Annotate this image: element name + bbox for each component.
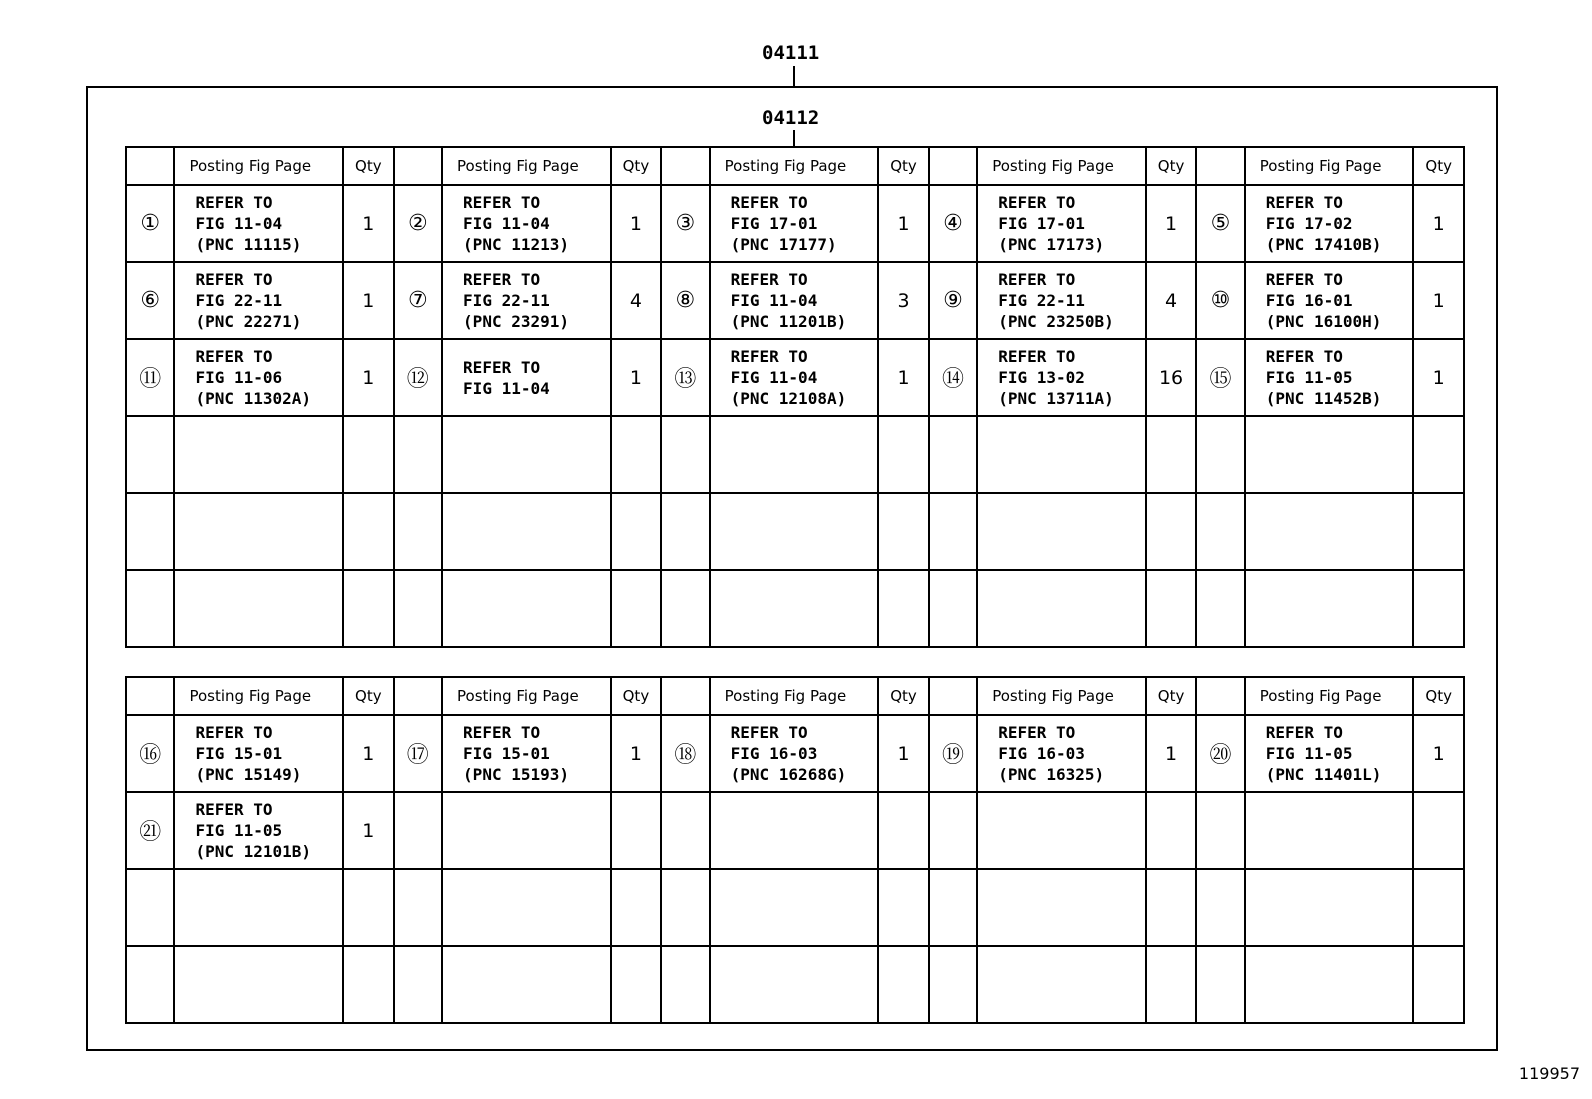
- reference-line: FIG 22-11: [998, 291, 1085, 310]
- item-reference: [1245, 339, 1414, 416]
- reference-line: (PNC 23291): [463, 312, 570, 331]
- item-reference: [710, 869, 879, 946]
- item-qty: [1146, 416, 1196, 493]
- header-posting-fig-page: Posting Fig Page: [1245, 147, 1414, 185]
- reference-line: FIG 11-05: [195, 821, 283, 840]
- item-number: [929, 869, 977, 946]
- item-qty: [878, 869, 928, 946]
- item-number: [1196, 869, 1244, 946]
- item-number: [126, 869, 174, 946]
- reference-line: REFER TO: [730, 270, 808, 289]
- item-number: ⑫: [394, 339, 442, 416]
- item-reference: [442, 185, 611, 262]
- item-qty: [1413, 493, 1464, 570]
- item-number: [1196, 416, 1244, 493]
- item-qty: [1413, 869, 1464, 946]
- item-qty: [878, 416, 928, 493]
- reference-line: (PNC 17173): [998, 235, 1105, 254]
- reference-line: REFER TO: [1265, 347, 1343, 366]
- item-reference: [174, 185, 343, 262]
- item-number: [126, 493, 174, 570]
- reference-line: (PNC 23250B): [998, 312, 1114, 331]
- item-reference: [710, 715, 879, 792]
- item-number: [929, 792, 977, 869]
- reference-line: (PNC 11201B): [730, 312, 847, 331]
- reference-line: (PNC 16268G): [730, 765, 847, 784]
- item-reference: [1245, 185, 1414, 262]
- item-number: [929, 493, 977, 570]
- reference-line: FIG 11-04: [730, 368, 818, 387]
- item-qty: [1146, 570, 1196, 647]
- reference-line: REFER TO: [998, 193, 1076, 212]
- item-number: [394, 946, 442, 1023]
- item-number: ⑬: [661, 339, 709, 416]
- item-qty: 1: [343, 339, 393, 416]
- reference-line: (PNC 11213): [463, 235, 570, 254]
- header-num-cell: [394, 147, 442, 185]
- item-number: ⑤: [1196, 185, 1244, 262]
- header-qty: Qty: [1146, 677, 1196, 715]
- reference-line: REFER TO: [1265, 193, 1343, 212]
- item-qty: [1413, 416, 1464, 493]
- item-reference: [1245, 493, 1414, 570]
- table-row: [126, 715, 1464, 792]
- header-num-cell: [126, 147, 174, 185]
- table-row: [126, 339, 1464, 416]
- item-number: [394, 792, 442, 869]
- outer-callout-leader: [793, 66, 795, 86]
- header-row: [126, 677, 1464, 715]
- item-number: ④: [929, 185, 977, 262]
- item-reference: [442, 715, 611, 792]
- item-reference: [442, 869, 611, 946]
- item-qty: [1146, 946, 1196, 1023]
- reference-line: FIG 16-01: [1265, 291, 1353, 310]
- reference-line: REFER TO: [463, 357, 541, 377]
- reference-line: REFER TO: [195, 270, 273, 289]
- header-posting-fig-page: Posting Fig Page: [977, 677, 1146, 715]
- reference-line: REFER TO: [195, 800, 273, 819]
- item-qty: 1: [1146, 185, 1196, 262]
- item-number: ⑪: [126, 339, 174, 416]
- header-num-cell: [394, 677, 442, 715]
- header-qty: Qty: [1146, 147, 1196, 185]
- item-qty: 16: [1146, 339, 1196, 416]
- reference-line: FIG 13-02: [998, 368, 1085, 387]
- item-number: ⑳: [1196, 715, 1244, 792]
- item-reference: [977, 493, 1146, 570]
- reference-line: REFER TO: [998, 723, 1076, 742]
- item-number: ⑦: [394, 262, 442, 339]
- table-row: [126, 493, 1464, 570]
- item-qty: [343, 416, 393, 493]
- item-reference: [442, 946, 611, 1023]
- header-num-cell: [661, 147, 709, 185]
- item-qty: 4: [611, 262, 661, 339]
- item-qty: [611, 869, 661, 946]
- reference-line: (PNC 16325): [998, 765, 1105, 784]
- item-number: [929, 416, 977, 493]
- reference-line: (PNC 12108A): [730, 389, 847, 408]
- reference-line: REFER TO: [1265, 270, 1343, 289]
- reference-line: REFER TO: [195, 723, 273, 742]
- item-reference: [710, 416, 879, 493]
- reference-line: FIG 11-04: [195, 214, 283, 233]
- reference-line: (PNC 11401L): [1265, 765, 1382, 784]
- reference-line: (PNC 15149): [195, 765, 302, 784]
- item-qty: 1: [343, 715, 393, 792]
- item-number: [394, 570, 442, 647]
- reference-line: FIG 22-11: [463, 291, 550, 310]
- header-posting-fig-page: Posting Fig Page: [710, 677, 879, 715]
- item-qty: 4: [1146, 262, 1196, 339]
- illustration-id: 119957: [1518, 1064, 1580, 1083]
- item-number: ⑰: [394, 715, 442, 792]
- reference-line: FIG 11-06: [195, 368, 283, 387]
- reference-line: FIG 11-04: [463, 214, 550, 233]
- reference-line: FIG 11-04: [463, 378, 550, 398]
- item-reference: [1245, 416, 1414, 493]
- item-reference: [710, 185, 879, 262]
- item-qty: [343, 869, 393, 946]
- header-posting-fig-page: Posting Fig Page: [174, 677, 343, 715]
- item-qty: [1146, 792, 1196, 869]
- item-qty: 1: [611, 339, 661, 416]
- item-qty: [611, 416, 661, 493]
- item-reference: [174, 792, 343, 869]
- reference-line: FIG 11-05: [1265, 368, 1353, 387]
- item-reference: [442, 262, 611, 339]
- item-qty: 1: [343, 185, 393, 262]
- item-number: [1196, 946, 1244, 1023]
- item-reference: [442, 792, 611, 869]
- item-reference: [1245, 869, 1414, 946]
- reference-line: REFER TO: [195, 347, 273, 366]
- header-posting-fig-page: Posting Fig Page: [442, 147, 611, 185]
- reference-line: FIG 17-01: [730, 214, 818, 233]
- header-num-cell: [1196, 677, 1244, 715]
- item-qty: [878, 570, 928, 647]
- item-number: [661, 570, 709, 647]
- header-qty: Qty: [611, 147, 661, 185]
- reference-line: (PNC 11452B): [1265, 389, 1382, 408]
- item-qty: 1: [878, 185, 928, 262]
- item-qty: [611, 493, 661, 570]
- reference-line: (PNC 11115): [195, 235, 302, 254]
- header-posting-fig-page: Posting Fig Page: [442, 677, 611, 715]
- item-qty: [343, 946, 393, 1023]
- item-number: ㉑: [126, 792, 174, 869]
- reference-line: (PNC 11302A): [195, 389, 312, 408]
- item-number: [126, 570, 174, 647]
- reference-line: REFER TO: [463, 193, 541, 212]
- header-num-cell: [929, 677, 977, 715]
- item-number: [394, 416, 442, 493]
- header-qty: Qty: [343, 147, 393, 185]
- reference-line: (PNC 22271): [195, 312, 302, 331]
- item-qty: [343, 493, 393, 570]
- reference-line: REFER TO: [998, 270, 1076, 289]
- item-number: ⑨: [929, 262, 977, 339]
- item-number: [394, 869, 442, 946]
- item-number: ⑩: [1196, 262, 1244, 339]
- item-reference: [710, 946, 879, 1023]
- item-qty: [611, 570, 661, 647]
- outer-callout-label: 04111: [762, 42, 820, 64]
- item-qty: 3: [878, 262, 928, 339]
- posting-table-2: [125, 676, 1465, 1024]
- reference-line: FIG 16-03: [730, 744, 818, 763]
- item-reference: [442, 570, 611, 647]
- header-posting-fig-page: Posting Fig Page: [977, 147, 1146, 185]
- item-qty: [1413, 946, 1464, 1023]
- item-number: [929, 570, 977, 647]
- item-reference: [710, 493, 879, 570]
- item-qty: 1: [878, 339, 928, 416]
- item-reference: [1245, 715, 1414, 792]
- item-reference: [1245, 946, 1414, 1023]
- reference-line: REFER TO: [1265, 723, 1343, 742]
- item-qty: [878, 493, 928, 570]
- item-qty: 1: [1146, 715, 1196, 792]
- inner-callout-label: 04112: [762, 107, 820, 129]
- item-qty: [1413, 570, 1464, 647]
- item-number: [661, 416, 709, 493]
- header-qty: Qty: [878, 677, 928, 715]
- item-qty: 1: [1413, 715, 1464, 792]
- item-qty: [1146, 869, 1196, 946]
- item-number: [661, 869, 709, 946]
- item-reference: [174, 570, 343, 647]
- table-row: [126, 869, 1464, 946]
- table-row: [126, 570, 1464, 647]
- item-qty: 1: [1413, 185, 1464, 262]
- item-qty: [878, 946, 928, 1023]
- header-qty: Qty: [611, 677, 661, 715]
- item-number: [1196, 493, 1244, 570]
- item-number: [126, 946, 174, 1023]
- item-qty: 1: [878, 715, 928, 792]
- item-number: ⑮: [1196, 339, 1244, 416]
- header-num-cell: [929, 147, 977, 185]
- item-number: ⑱: [661, 715, 709, 792]
- item-reference: [174, 493, 343, 570]
- inner-callout-leader: [793, 130, 795, 146]
- item-reference: [174, 262, 343, 339]
- item-reference: [977, 185, 1146, 262]
- item-qty: [611, 792, 661, 869]
- item-number: [661, 946, 709, 1023]
- table-row: [126, 262, 1464, 339]
- header-qty: Qty: [1413, 147, 1464, 185]
- item-number: ①: [126, 185, 174, 262]
- reference-line: FIG 22-11: [195, 291, 283, 310]
- header-posting-fig-page: Posting Fig Page: [710, 147, 879, 185]
- reference-line: FIG 11-04: [730, 291, 818, 310]
- item-reference: [977, 792, 1146, 869]
- header-num-cell: [1196, 147, 1244, 185]
- item-number: ②: [394, 185, 442, 262]
- table-row: [126, 946, 1464, 1023]
- table-row: [126, 792, 1464, 869]
- item-reference: [442, 493, 611, 570]
- item-reference: [174, 946, 343, 1023]
- item-reference: [1245, 792, 1414, 869]
- header-num-cell: [661, 677, 709, 715]
- item-qty: 1: [343, 262, 393, 339]
- header-qty: Qty: [1413, 677, 1464, 715]
- reference-line: REFER TO: [463, 270, 541, 289]
- item-reference: [710, 262, 879, 339]
- header-row: [126, 147, 1464, 185]
- reference-line: (PNC 17410B): [1265, 235, 1382, 254]
- item-number: ⑲: [929, 715, 977, 792]
- header-qty: Qty: [343, 677, 393, 715]
- reference-line: FIG 15-01: [463, 744, 550, 763]
- reference-line: REFER TO: [463, 723, 541, 742]
- item-reference: [174, 339, 343, 416]
- item-number: [1196, 570, 1244, 647]
- item-number: ⑯: [126, 715, 174, 792]
- item-qty: [1146, 493, 1196, 570]
- reference-line: REFER TO: [730, 347, 808, 366]
- reference-line: (PNC 12101B): [195, 842, 312, 861]
- item-qty: [1413, 792, 1464, 869]
- item-number: [126, 416, 174, 493]
- item-number: [1196, 792, 1244, 869]
- item-reference: [442, 339, 611, 416]
- reference-line: REFER TO: [195, 193, 273, 212]
- item-qty: 1: [1413, 262, 1464, 339]
- header-posting-fig-page: Posting Fig Page: [174, 147, 343, 185]
- reference-line: REFER TO: [998, 347, 1076, 366]
- reference-line: (PNC 16100H): [1265, 312, 1382, 331]
- item-reference: [977, 570, 1146, 647]
- item-number: [661, 792, 709, 869]
- item-reference: [710, 792, 879, 869]
- item-number: ③: [661, 185, 709, 262]
- item-number: [661, 493, 709, 570]
- item-number: [394, 493, 442, 570]
- reference-line: (PNC 15193): [463, 765, 570, 784]
- item-number: [929, 946, 977, 1023]
- item-number: ⑭: [929, 339, 977, 416]
- item-reference: [174, 416, 343, 493]
- table-row: [126, 416, 1464, 493]
- header-posting-fig-page: Posting Fig Page: [1245, 677, 1414, 715]
- reference-line: FIG 17-01: [998, 214, 1085, 233]
- reference-line: REFER TO: [730, 723, 808, 742]
- reference-line: FIG 17-02: [1265, 214, 1353, 233]
- reference-line: (PNC 13711A): [998, 389, 1114, 408]
- item-reference: [1245, 570, 1414, 647]
- item-reference: [977, 262, 1146, 339]
- item-qty: [878, 792, 928, 869]
- item-qty: 1: [611, 715, 661, 792]
- item-reference: [174, 869, 343, 946]
- reference-line: REFER TO: [730, 193, 808, 212]
- reference-line: FIG 16-03: [998, 744, 1085, 763]
- header-qty: Qty: [878, 147, 928, 185]
- item-reference: [977, 869, 1146, 946]
- item-reference: [710, 339, 879, 416]
- item-number: ⑧: [661, 262, 709, 339]
- item-qty: 1: [343, 792, 393, 869]
- table-row: [126, 185, 1464, 262]
- reference-line: FIG 15-01: [195, 744, 283, 763]
- item-reference: [977, 715, 1146, 792]
- item-qty: 1: [1413, 339, 1464, 416]
- item-reference: [710, 570, 879, 647]
- item-qty: 1: [611, 185, 661, 262]
- header-num-cell: [126, 677, 174, 715]
- item-reference: [1245, 262, 1414, 339]
- item-qty: [611, 946, 661, 1023]
- posting-table-1: [125, 146, 1465, 648]
- item-reference: [174, 715, 343, 792]
- item-reference: [977, 416, 1146, 493]
- item-reference: [442, 416, 611, 493]
- item-qty: [343, 570, 393, 647]
- reference-line: FIG 11-05: [1265, 744, 1353, 763]
- item-number: ⑥: [126, 262, 174, 339]
- item-reference: [977, 946, 1146, 1023]
- reference-line: (PNC 17177): [730, 235, 837, 254]
- item-reference: [977, 339, 1146, 416]
